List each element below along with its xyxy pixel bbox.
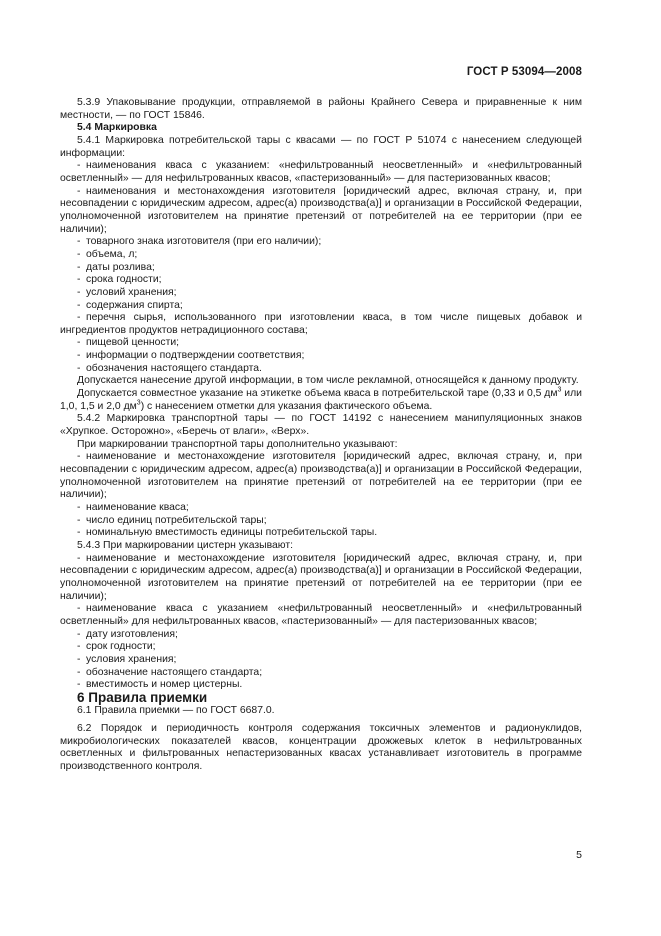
list-item — [60, 654, 582, 667]
list-dash: - — [77, 312, 81, 324]
list-item — [60, 515, 582, 528]
list-item — [60, 312, 582, 337]
paragraph: Допускается совместное указание на этикетке объема кваса в потребительской таре (0,33 и 0,5 $дм^3$ или 1,0, 1,5 и 2,0 $дм^3$) с нанесением отметки для указания фактического объема. — [60, 386, 582, 412]
list-dash: - — [77, 299, 81, 311]
list-item-text: содержания спирта; — [86, 299, 183, 311]
paragraph: Допускается нанесение другой информации, в том числе рекламной, относящейся к данному продукту. — [77, 375, 579, 387]
paragraph: 5.3.9 Упаковывание продукции, отправляемой в районы Крайнего Севера и приравненные к ним местности, — по ГОСТ 15846. — [60, 97, 582, 121]
list-dash: - — [77, 362, 81, 374]
list-dash: - — [77, 628, 81, 640]
list-item-text: пищевой ценности; — [86, 337, 180, 349]
list-item — [60, 451, 582, 502]
list-item-text: объема, л; — [86, 248, 138, 260]
list-item — [60, 667, 582, 680]
list-dash: - — [77, 641, 81, 653]
list-item-text: число единиц потребительской тары; — [86, 514, 267, 526]
list-item-text: наименование кваса; — [86, 502, 189, 513]
list-item — [60, 337, 582, 350]
list-dash: - — [77, 337, 81, 349]
list-item-text: информации о подтверждении соответствия; — [86, 350, 305, 362]
subsection-heading: 5.4 Маркировка — [77, 122, 157, 134]
list-item — [60, 236, 582, 249]
list-item-text: наименование и местонахождение изготовителя [юридический адрес, включая страну, и, при несовпадении с юридическим адресом, адрес(а) производства(а)] и организации в Российской Федерации, уполномоченной изготовителем на принятие претензий от потребителей на ее территории (при ее наличии); — [60, 451, 582, 501]
list-item — [60, 641, 582, 654]
list-dash: - — [77, 185, 81, 197]
list-item — [60, 300, 582, 313]
list-dash: - — [77, 451, 81, 463]
list-item — [60, 274, 582, 287]
list-item-text: наименование и местонахождение изготовителя [юридический адрес, включая страну, и, при несовпадении с юридическим адресом, адрес(а) производства(а)] и организации в Российской Федерации, уполномоченной изготовителем на принятие претензий от потребителей на ее территории (при ее наличии); — [60, 552, 582, 602]
list-item-text: товарного знака изготовителя (при его наличии); — [86, 236, 322, 248]
list-item-text: дату изготовления; — [86, 628, 178, 640]
list-dash: - — [77, 274, 81, 286]
standard-code: ГОСТ Р 53094—2008 — [466, 66, 582, 78]
paragraph: 6.1 Правила приемки — по ГОСТ 6687.0. — [77, 704, 275, 716]
list-dash: - — [77, 552, 81, 564]
list-item-text: даты розлива; — [86, 261, 155, 273]
list-item — [60, 262, 582, 275]
list-item-text: номинальную вместимость единицы потребительской тары. — [86, 527, 378, 539]
list-item-text: обозначения настоящего стандарта. — [86, 362, 262, 374]
list-item-text: наименования кваса с указанием: «нефильтрованный неосветленный» и «нефильтрованный осветленный» — для нефильтрованных квасов, «пастеризованный» — для пастеризованных квасов; — [60, 160, 582, 184]
list-item — [60, 603, 582, 628]
list-item-text: условия хранения; — [86, 653, 177, 665]
list-item-text: условий хранения; — [86, 286, 177, 298]
list-item-text: срок годности; — [86, 641, 156, 653]
list-item — [60, 249, 582, 262]
list-dash: - — [77, 236, 81, 248]
list-dash: - — [77, 286, 81, 298]
list-item-text: перечня сырья, использованного при изготовлении кваса, в том числе пищевых добавок и ингредиентов продуктов нетрадиционного состава; — [60, 312, 582, 336]
list-dash: - — [77, 261, 81, 273]
list-item — [60, 287, 582, 300]
list-dash: - — [77, 679, 81, 691]
list-dash: - — [77, 502, 81, 513]
list-dash: - — [77, 666, 81, 678]
list-dash: - — [77, 248, 81, 260]
list-item-text: обозначение настоящего стандарта; — [86, 666, 263, 678]
list-item-text: срока годности; — [86, 274, 162, 286]
list-dash: - — [77, 350, 81, 362]
list-item-text: вместимость и номер цистерны. — [86, 679, 243, 691]
paragraph: 6.2 Порядок и периодичность контроля содержания токсичных элементов и радионуклидов, микробиологических показателей квасов, концентрации дрожжевых клеток в нефильтрованных осветленных и фильтрованных непастеризованных квасах устанавливает изготовитель в программе производственного контроля. — [60, 723, 582, 773]
list-item — [60, 350, 582, 363]
list-dash: - — [77, 527, 81, 539]
list-item — [60, 160, 582, 185]
list-dash: - — [77, 653, 81, 665]
list-item-text: наименования и местонахождения изготовителя [юридический адрес, включая страну, и, при несовпадении с юридическим адресом, адрес(а) производства(а)] и организации в Российской Федерации, уполномоченной изготовителем на принятие претензий от потребителей на ее территории (при ее наличии); — [60, 185, 582, 235]
document-body — [60, 97, 582, 774]
list-dash: - — [77, 603, 81, 615]
list-item — [60, 553, 582, 604]
paragraph: 5.4.1 Маркировка потребительской тары с квасами — по ГОСТ Р 51074 с нанесением следующей информации: — [60, 134, 582, 159]
paragraph: 5.4.2 Маркировка транспортной тары — по ГОСТ 14192 с нанесением манипуляционных знаков «Хрупкое. Осторожно», «Беречь от влаги», «Верх». — [60, 413, 582, 438]
list-dash: - — [77, 160, 81, 172]
list-item — [60, 629, 582, 642]
list-item-text: наименование кваса с указанием «нефильтрованный неосветленный» и «нефильтрованный осветленный» для нефильтрованных квасов, «пастеризованный» — для пастеризованных квасов; — [60, 603, 582, 627]
list-dash: - — [77, 514, 81, 526]
page-number: 5 — [576, 849, 582, 861]
paragraph: 5.4.3 При маркировании цистерн указывают: — [77, 539, 293, 551]
section-heading: 6 Правила приемки — [77, 689, 208, 705]
paragraph: При маркировании транспортной тары дополнительно указывают: — [77, 438, 398, 450]
list-item — [60, 363, 582, 376]
list-item — [60, 502, 582, 515]
list-item — [60, 527, 582, 540]
list-item — [60, 186, 582, 237]
